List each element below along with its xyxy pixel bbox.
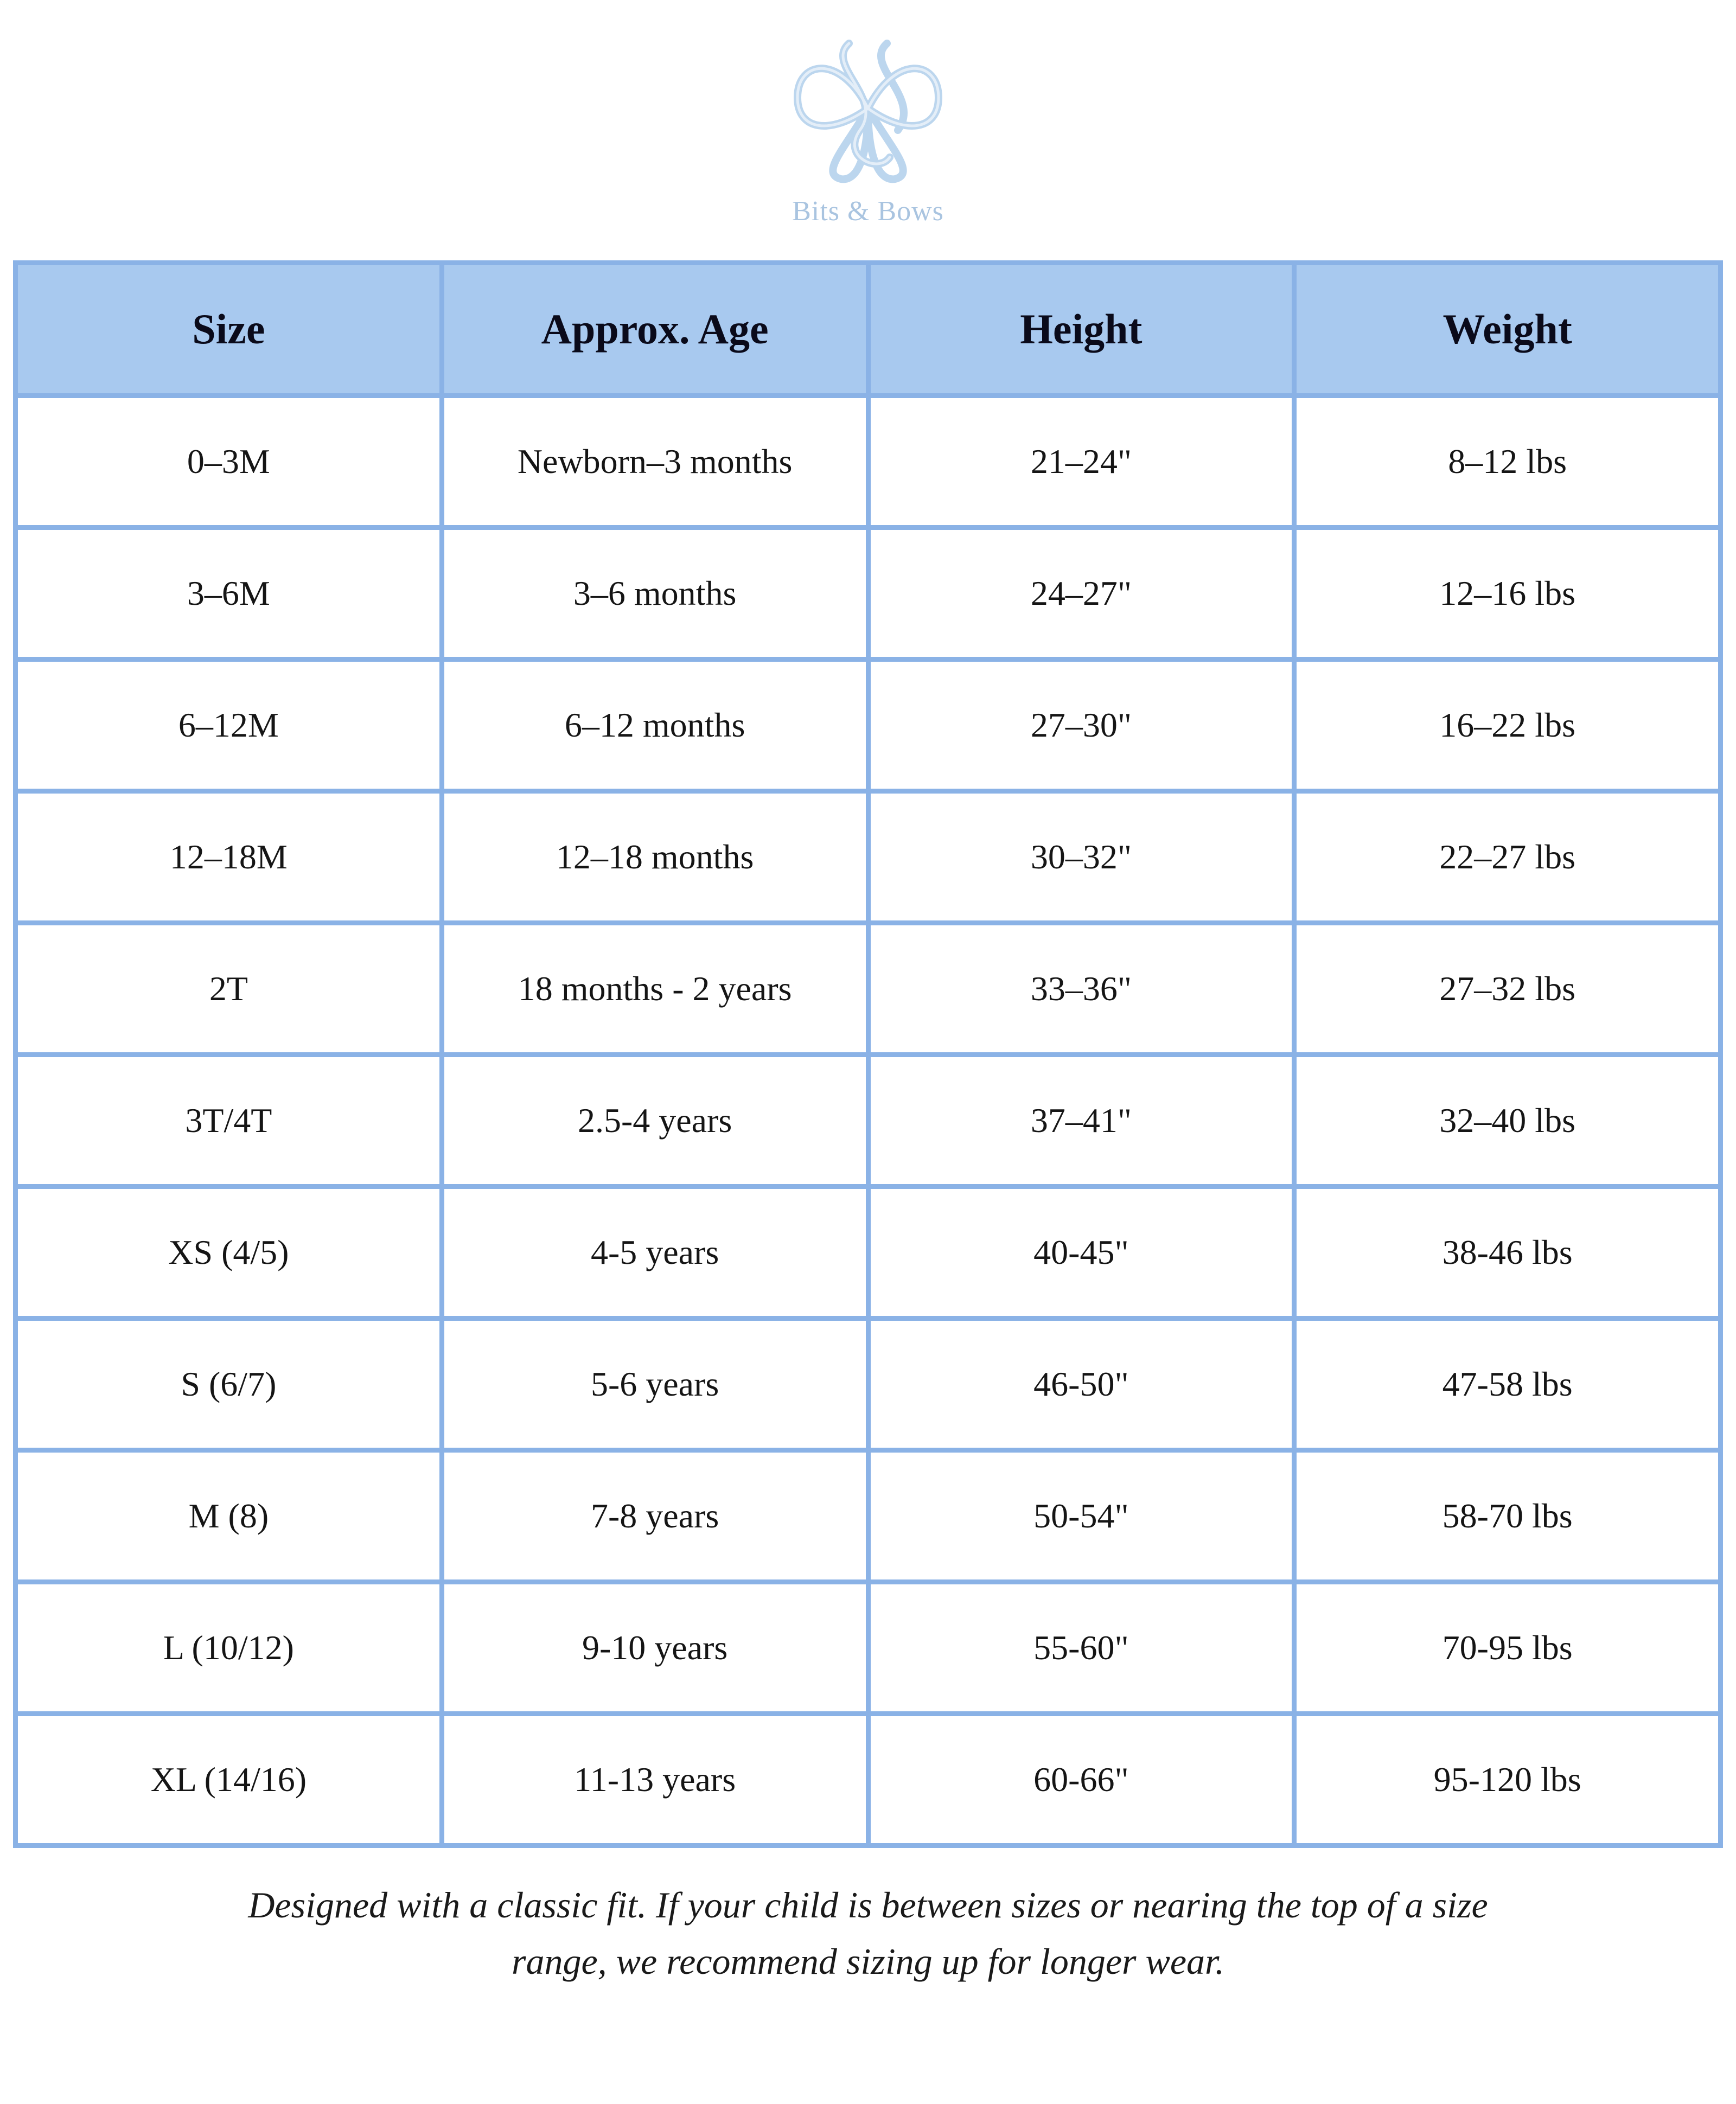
cell-age: 7-8 years bbox=[442, 1450, 868, 1582]
cell-age: 9-10 years bbox=[442, 1582, 868, 1714]
cell-age: 12–18 months bbox=[442, 791, 868, 923]
cell-age: 3–6 months bbox=[442, 528, 868, 660]
column-header-weight: Weight bbox=[1294, 263, 1721, 396]
cell-height: 33–36" bbox=[868, 923, 1294, 1055]
cell-weight: 70-95 lbs bbox=[1294, 1582, 1721, 1714]
brand-logo bbox=[749, 22, 987, 239]
cell-height: 30–32" bbox=[868, 791, 1294, 923]
cell-height: 60-66" bbox=[868, 1714, 1294, 1846]
brand-name: Bits & Bows bbox=[792, 196, 944, 227]
cell-size: 0–3M bbox=[16, 396, 442, 528]
cell-weight: 16–22 lbs bbox=[1294, 660, 1721, 791]
cell-weight: 38-46 lbs bbox=[1294, 1187, 1721, 1319]
table-row bbox=[16, 791, 1721, 923]
fit-note-line-2: range, we recommend sizing up for longer wear. bbox=[512, 1941, 1224, 1982]
cell-size: 2T bbox=[16, 923, 442, 1055]
table-row bbox=[16, 396, 1721, 528]
cell-size: S (6/7) bbox=[16, 1319, 442, 1450]
cell-height: 50-54" bbox=[868, 1450, 1294, 1582]
cell-age: 5-6 years bbox=[442, 1319, 868, 1450]
cell-age: Newborn–3 months bbox=[442, 396, 868, 528]
fit-note bbox=[217, 1877, 1519, 1990]
cell-height: 37–41" bbox=[868, 1055, 1294, 1187]
cell-weight: 95-120 lbs bbox=[1294, 1714, 1721, 1846]
cell-height: 21–24" bbox=[868, 396, 1294, 528]
cell-age: 18 months - 2 years bbox=[442, 923, 868, 1055]
cell-age: 6–12 months bbox=[442, 660, 868, 791]
table-row bbox=[16, 660, 1721, 791]
cell-height: 27–30" bbox=[868, 660, 1294, 791]
cell-size: L (10/12) bbox=[16, 1582, 442, 1714]
fit-note-line-1: Designed with a classic fit. If your child is between sizes or nearing the top of a size bbox=[248, 1884, 1488, 1926]
table-row bbox=[16, 1714, 1721, 1846]
cell-weight: 32–40 lbs bbox=[1294, 1055, 1721, 1187]
size-chart-table bbox=[13, 260, 1723, 1848]
cell-size: 12–18M bbox=[16, 791, 442, 923]
cell-age: 4-5 years bbox=[442, 1187, 868, 1319]
cell-weight: 8–12 lbs bbox=[1294, 396, 1721, 528]
cell-height: 24–27" bbox=[868, 528, 1294, 660]
cell-height: 55-60" bbox=[868, 1582, 1294, 1714]
cell-size: M (8) bbox=[16, 1450, 442, 1582]
cell-weight: 22–27 lbs bbox=[1294, 791, 1721, 923]
table-row bbox=[16, 1055, 1721, 1187]
cell-size: 6–12M bbox=[16, 660, 442, 791]
table-row bbox=[16, 1319, 1721, 1450]
cell-height: 46-50" bbox=[868, 1319, 1294, 1450]
table-row bbox=[16, 528, 1721, 660]
cell-weight: 12–16 lbs bbox=[1294, 528, 1721, 660]
cell-age: 2.5-4 years bbox=[442, 1055, 868, 1187]
cell-weight: 58-70 lbs bbox=[1294, 1450, 1721, 1582]
cell-size: XL (14/16) bbox=[16, 1714, 442, 1846]
table-header-row bbox=[16, 263, 1721, 396]
cell-weight: 27–32 lbs bbox=[1294, 923, 1721, 1055]
cell-size: XS (4/5) bbox=[16, 1187, 442, 1319]
cell-size: 3T/4T bbox=[16, 1055, 442, 1187]
table-row bbox=[16, 1187, 1721, 1319]
monogram-bow-icon bbox=[760, 22, 976, 195]
table-row bbox=[16, 923, 1721, 1055]
column-header-height: Height bbox=[868, 263, 1294, 396]
cell-size: 3–6M bbox=[16, 528, 442, 660]
column-header-age: Approx. Age bbox=[442, 263, 868, 396]
cell-weight: 47-58 lbs bbox=[1294, 1319, 1721, 1450]
cell-age: 11-13 years bbox=[442, 1714, 868, 1846]
cell-height: 40-45" bbox=[868, 1187, 1294, 1319]
table-row bbox=[16, 1582, 1721, 1714]
table-row bbox=[16, 1450, 1721, 1582]
column-header-size: Size bbox=[16, 263, 442, 396]
